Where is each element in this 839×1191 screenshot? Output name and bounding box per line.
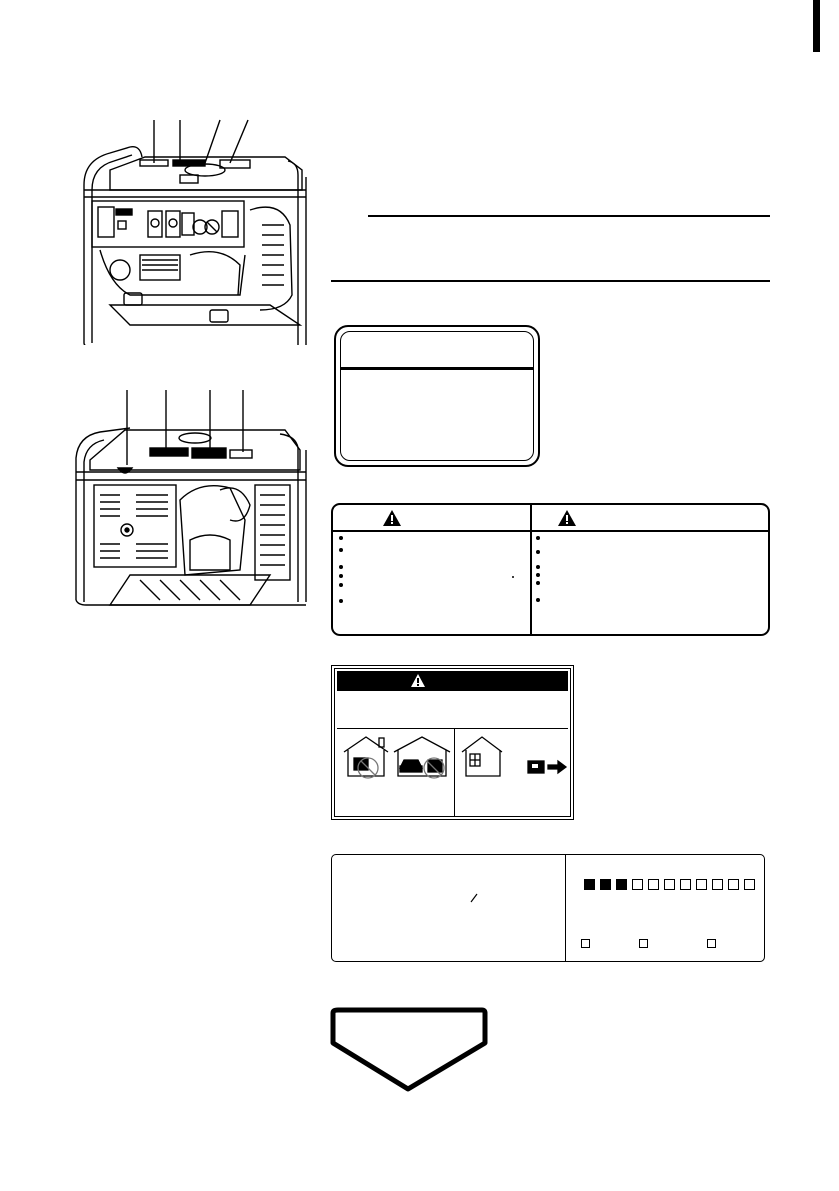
label-2-left-bullet — [339, 536, 343, 540]
label-2-right-bullet — [536, 536, 540, 540]
warning-triangle-icon — [557, 509, 577, 527]
warning-label-3 — [331, 665, 574, 820]
page-edge-tab — [813, 0, 820, 52]
label-2-left-bullet — [339, 548, 343, 552]
heading-rule-top — [368, 215, 770, 217]
label-2-right-bullet — [536, 581, 540, 585]
warning-triangle-icon — [410, 673, 426, 688]
label-2-left-bullet — [339, 599, 343, 603]
level-cell — [696, 879, 707, 890]
slash-mark — [470, 893, 478, 903]
warning-triangle-icon — [382, 509, 402, 527]
heading-rule-bottom — [331, 280, 770, 282]
level-cell — [744, 879, 755, 890]
checkbox — [639, 939, 648, 948]
house-window-icon — [460, 734, 508, 780]
warning-label-2 — [331, 503, 770, 636]
label-4-column-divider — [565, 855, 566, 961]
label-3-column-divider — [454, 728, 455, 816]
label-2-dot-mark — [512, 576, 514, 578]
label-3-section-rule — [337, 728, 568, 729]
level-cell — [648, 879, 659, 890]
label-3-header-bar — [337, 671, 568, 691]
level-cell — [680, 879, 691, 890]
label-2-left-bullet — [339, 583, 343, 587]
checkbox — [707, 939, 716, 948]
generator-outdoors-arrow-icon — [526, 758, 568, 776]
label-2-right-bullet — [536, 598, 540, 602]
generator-front-view — [70, 115, 315, 345]
label-2-column-divider — [530, 505, 532, 634]
warning-label-1 — [334, 325, 540, 467]
checkbox — [581, 939, 590, 948]
info-label-4 — [331, 854, 765, 962]
pentagon-arrow-label — [330, 1005, 490, 1093]
label-2-right-bullet — [536, 573, 540, 577]
label-2-left-header-rule — [333, 530, 530, 532]
level-cell — [600, 879, 611, 890]
level-cell — [728, 879, 739, 890]
label-2-right-bullet — [536, 565, 540, 569]
level-cell — [584, 879, 595, 890]
label-2-left-bullet — [339, 574, 343, 578]
label-1-header-bar — [340, 367, 534, 370]
label-1-inner-border — [340, 331, 534, 461]
level-cell — [632, 879, 643, 890]
house-generator-prohibited-icon — [340, 734, 392, 780]
level-cell — [712, 879, 723, 890]
garage-car-generator-prohibited-icon — [392, 734, 452, 780]
level-cell — [664, 879, 675, 890]
label-2-right-bullet — [536, 550, 540, 554]
generator-rear-view — [70, 390, 315, 615]
label-2-left-bullet — [339, 565, 343, 569]
label-2-right-header-rule — [532, 530, 768, 532]
level-cell — [616, 879, 627, 890]
